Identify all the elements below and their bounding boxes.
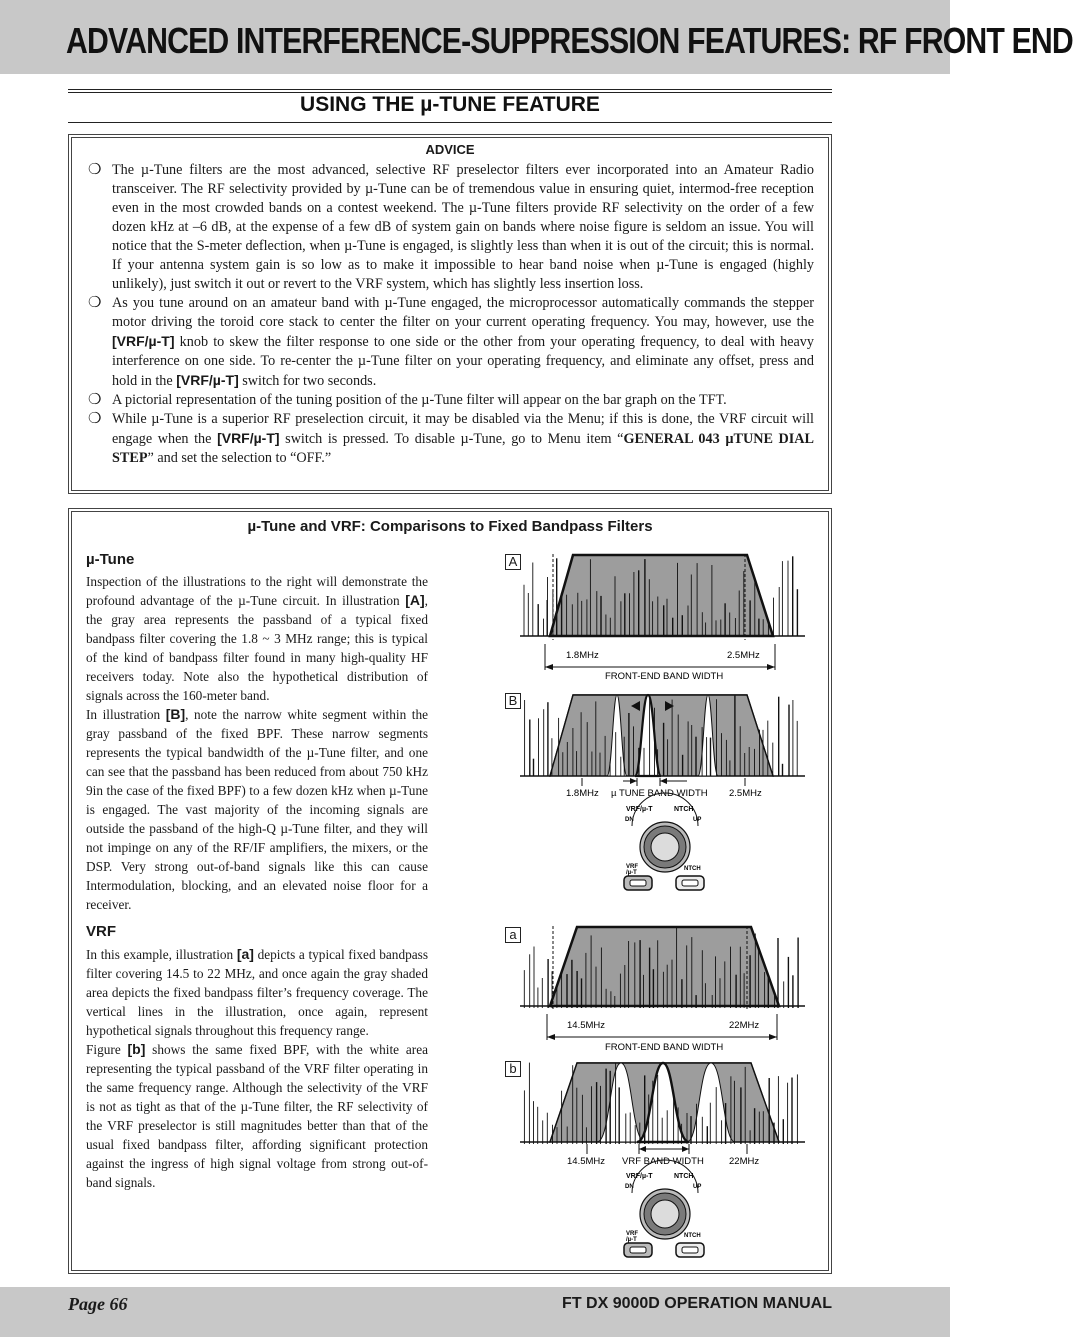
figure-B [515,690,815,805]
key-label: [A] [405,592,425,608]
figure-a [515,922,815,1057]
advice-list [88,161,814,468]
advice-text: switch is pressed. To disable µ-Tune, go to Menu item “ [279,431,624,447]
vrf-body [86,945,428,1192]
manual-title: FT DX 9000D OPERATION MANUAL [562,1295,832,1312]
knob-label: UP [693,1184,702,1190]
key-label: [VRF/µ-T] [217,430,280,446]
advice-text: ” and set the selection to “OFF.” [147,450,332,466]
advice-text: While µ-Tune is a superior RF preselection circuit, it may be disabled via the Menu; if this is done, the VRF circuit will engage when the [112,411,814,447]
paragraph: In illustration [B], note the narrow white segment within the gray passband of the fixed BPF. These narrow segments represents the typical bandwidth of the µ-Tune filter, and one can see that the passband has been reduced from about 750 kHz 9in the case of the fixed BPF) to a few dozen kHz when µ-Tune is engaged. The vast majority of the incoming signals are outside the passband of the high-Q µ-Tune filter, and they will not impinge on any of the RF/IF amplifiers, the mixers, or the DSP. Very strong out-of-band signals like this can cause Intermodulation, blocking, and an elevated noise floor for a receiver. [86,706,428,912]
band-width-label: VRF BAND WIDTH [622,1156,704,1167]
page-header-title: ADVANCED INTERFERENCE-SUPPRESSION FEATURES: RF FRONT END [66,20,1073,61]
advice-text: The µ-Tune filters are the most advanced, selective RF preselector filters ever incorporated into an Amateur Radio transceiver. The RF selectivity provided by µ-Tune can be of tremendous value in ensuring quiet, intermod-free reception even in the most crowded bands on a contest weekend. The µ-Tune filters provide RF selectivity on the order of a few dozen kHz at –6 dB, at the expense of a few dB of system gain on bands where noise figure is seldom an issue. You will notice that the S-meter deflection, when µ-Tune is engaged, is slightly less than when it is out of the circuit; this is normal. If your antenna system gain is so low as to make it impossible to hear band noise when µ-Tune is engaged (highly unlikely), just switch it out or revert to the VRF system, which has slightly less insertion loss. [112,162,814,292]
knob-label: NTCH [674,806,694,813]
knob-label: NTCH [684,1233,701,1239]
section-rule-bottom [68,122,832,123]
knob-label: VRF [626,864,638,870]
page-number: Page 66 [68,1294,128,1314]
figure-A [515,550,815,685]
comparison-title: µ-Tune and VRF: Comparisons to Fixed Bandpass Filters [247,518,653,535]
vrf-mutune-knob-illustration [618,802,713,894]
advice-title: ADVICE [425,142,475,157]
knob-label: VRF/µ-T [626,806,653,813]
band-width-label: FRONT-END BAND WIDTH [605,1042,724,1053]
key-label: [a] [236,946,254,962]
knob-label: NTCH [684,866,701,872]
paragraph: Inspection of the illustrations to the right will demonstrate the profound advantage of the µ-Tune circuit. In illustration [A], the gray area represents the passband of a typical fixed bandpass filter covering the 1.8 ~ 3 MHz range; this is typical of the kind of bandpass filter found in many high-quality HF receivers today. Note also the hypothetical distribution of signals across the 160-meter band. [86,574,428,703]
mutune-heading: µ-Tune [86,551,135,568]
freq-label-right: 2.5MHz [727,650,760,661]
paragraph: Figure [b] shows the same fixed BPF, with the white area representing the typical passband of the VRF filter operating in the same frequency range. Although the selectivity of the VRF is not as tight as that of the µ-Tune filter, the RF selectivity of the VRF preselector is still magnitudes better than that of the usual fixed bandpass filter, affording significant protection against the ingress of high signal voltage from strong out-of-band signals. [86,1041,428,1190]
advice-item [88,391,814,410]
advice-text: A pictorial representation of the tuning position of the µ-Tune filter will appear on the bar graph on the TFT. [112,392,727,408]
mutune-body [86,572,428,914]
section-rule-top [68,89,832,90]
advice-text: knob to skew the filter response to one side or the other from your operating frequency, to deal with heavy interference on one side. To re-center the µ-Tune filter on your operating frequency, and eliminate any offset, press and hold in the [112,334,814,389]
freq-label-right: 22MHz [729,1156,760,1167]
freq-label-right: 22MHz [729,1020,760,1031]
vrf-mutune-knob-illustration [618,1169,713,1261]
vrf-heading: VRF [86,923,116,940]
band-width-label: FRONT-END BAND WIDTH [605,671,724,682]
knob-label: VRF [626,1231,638,1237]
section-title: USING THE µ-TUNE FEATURE [300,93,600,116]
knob-label: /µ-T [626,870,637,876]
knob-label: VRF/µ-T [626,1173,653,1180]
freq-label-left: 14.5MHz [567,1020,606,1031]
advice-item [88,410,814,468]
advice-item [88,294,814,391]
key-label: [b] [127,1041,146,1057]
freq-label-left: 1.8MHz [566,650,599,661]
bullet-icon: ❍ [88,295,102,311]
advice-text: switch for two seconds. [238,373,377,389]
key-label: [B] [165,706,186,722]
freq-label-left: 1.8MHz [566,788,599,799]
advice-text: As you tune around on an amateur band with µ-Tune engaged, the microprocessor automatically commands the stepper motor driving the toroid core stack to center the filter on your current operating frequency. You may, however, use the [112,295,814,330]
freq-label-right: 2.5MHz [729,788,762,799]
advice-item [88,161,814,294]
bullet-icon: ❍ [88,411,102,427]
figure-label-b: b [505,1061,521,1077]
figure-label-A: A [505,554,521,570]
paragraph: In this example, illustration [a] depicts a typical fixed bandpass filter covering 14.5 to 22 MHz, and once again the gray shaded area depicts the fixed bandpass filter’s frequency coverage. The vertical lines in the illustration, once again, represent hypothetical signals throughout this frequency range. [86,946,428,1038]
freq-label-left: 14.5MHz [567,1156,606,1167]
bullet-icon: ❍ [88,162,102,178]
key-label: [VRF/µ-T] [112,333,175,349]
knob-label: DN [625,1184,634,1190]
figure-label-B: B [505,693,521,709]
band-width-label: µ TUNE BAND WIDTH [611,788,708,799]
knob-label: UP [693,817,702,823]
menu-item-name: GENERAL 043 µTUNE DIAL STEP [112,431,814,466]
figure-b [515,1058,815,1173]
knob-label: /µ-T [626,1237,637,1243]
knob-label: NTCH [674,1173,694,1180]
bullet-icon: ❍ [88,392,102,408]
knob-label: DN [625,817,634,823]
figure-label-a: a [505,927,521,943]
key-label: [VRF/µ-T] [176,372,239,388]
